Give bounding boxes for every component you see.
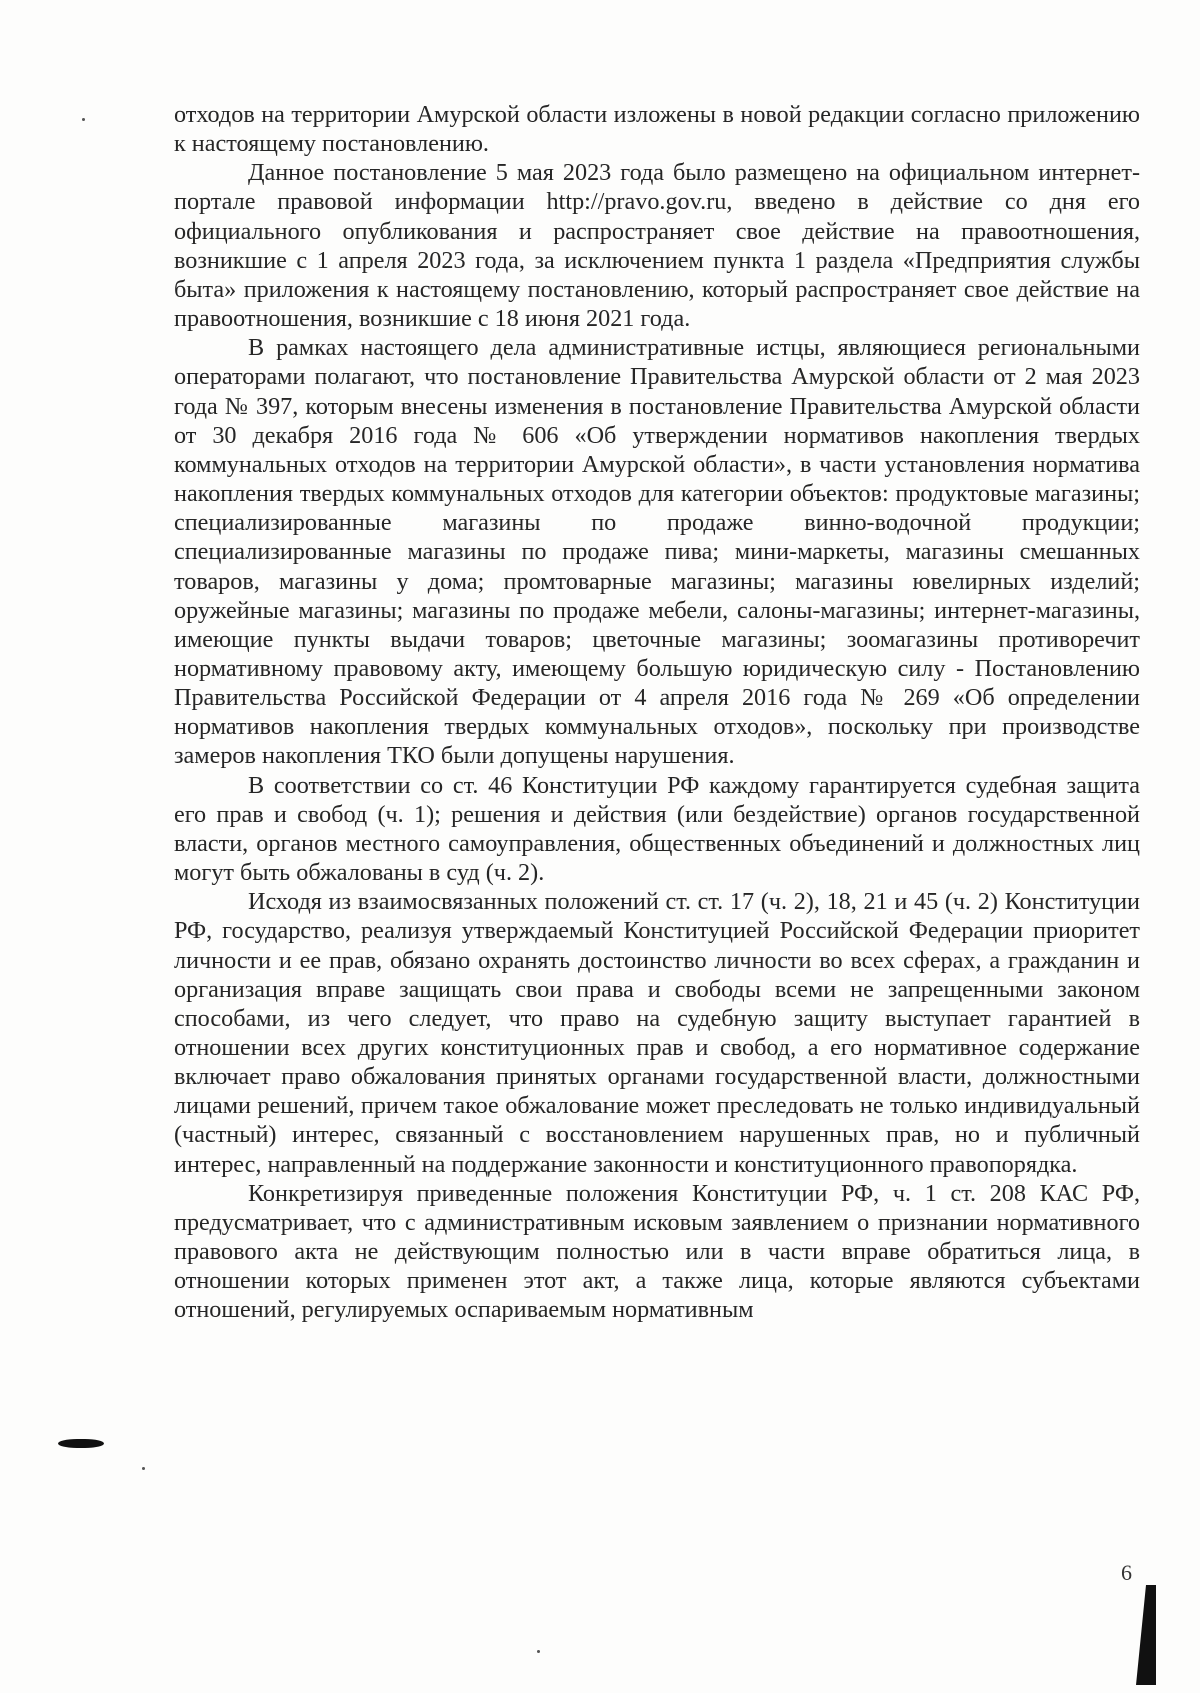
paragraph-4: В соответствии со ст. 46 Конституции РФ каждому гарантируется судебная защита его прав и свобод (ч. 1); решения и действия (или бездействие) органов государственной власти, органов местного самоуправления, общественных объединений и должностных лиц могут быть обжалованы в суд (ч. 2). — [174, 771, 1140, 887]
page-number: 6 — [1121, 1560, 1132, 1585]
paragraph-2: Данное постановление 5 мая 2023 года было размещено на официальном интернет-портале правовой информации http://pravo.gov.ru, введено в действие со дня его официального опубликования и распространяет свое действие на правоотношения, возникшие с 1 апреля 2023 года, за исключением пункта 1 раздела «Предприятия службы быта» приложения к настоящему постановлению, который распространяет свое действие на правоотношения, возникшие с 18 июня 2021 года. — [174, 159, 1140, 333]
document-body — [174, 100, 1140, 1325]
scan-speck — [537, 1650, 540, 1653]
paragraph-5: Исходя из взаимосвязанных положений ст. ст. 17 (ч. 2), 18, 21 и 45 (ч. 2) Конституции РФ, государство, реализуя утверждаемый Конституцией Российской Федерации приоритет личности и ее прав, обязано охранять достоинство личности во всех сферах, а гражданин и организация вправе защищать свои права и свободы всеми не запрещенными законом способами, из чего следует, что право на судебную защиту выступает гарантией в отношении всех других конституционных прав и свобод, а его нормативное содержание включает право обжалования принятых органами государственной власти, должностными лицами решений, причем такое обжалование может преследовать не только индивидуальный (частный) интерес, связанный с восстановлением нарушенных прав, но и публичный интерес, направленный на поддержание законности и конституционного правопорядка. — [174, 888, 1140, 1178]
scan-punch-mark — [58, 1439, 104, 1448]
paragraph-3: В рамках настоящего дела административные истцы, являющиеся региональными операторами полагают, что постановление Правительства Амурской области от 2 мая 2023 года № 397, которым внесены изменения в постановление Правительства Амурской области от 30 декабря 2016 года № 606 «Об утверждении нормативов накопления твердых коммунальных отходов на территории Амурской области», в части установления норматива накопления твердых коммунальных отходов для категории объектов: продуктовые магазины; специализированные магазины по продаже винно-водочной продукции; специализированные магазины по продаже пива; мини-маркеты, магазины смешанных товаров, магазины у дома; промтоварные магазины; магазины ювелирных изделий; оружейные магазины; магазины по продаже мебели, салоны-магазины; интернет-магазины, имеющие пункты выдачи товаров; цветочные магазины; зоомагазины противоречит нормативному правовому акту, имеющему большую юридическую силу - Постановлению Правительства Российской Федерации от 4 апреля 2016 года № 269 «Об определении нормативов накопления твердых коммунальных отходов», поскольку при производстве замеров накопления ТКО были допущены нарушения. — [174, 334, 1140, 770]
paragraph-6: Конкретизируя приведенные положения Конституции РФ, ч. 1 ст. 208 КАС РФ, предусматривает, что с административным исковым заявлением о признании нормативного правового акта не действующим полностью или в части вправе обратиться лица, в отношении которых применен этот акт, а также лица, которые являются субъектами отношений, регулируемых оспариваемым нормативным — [174, 1179, 1140, 1324]
scan-speck — [142, 1467, 145, 1470]
scan-speck — [82, 118, 85, 121]
scan-edge-mark — [1136, 1585, 1156, 1685]
paragraph-1: отходов на территории Амурской области изложены в новой редакции согласно приложению к настоящему постановлению. — [174, 101, 1140, 158]
